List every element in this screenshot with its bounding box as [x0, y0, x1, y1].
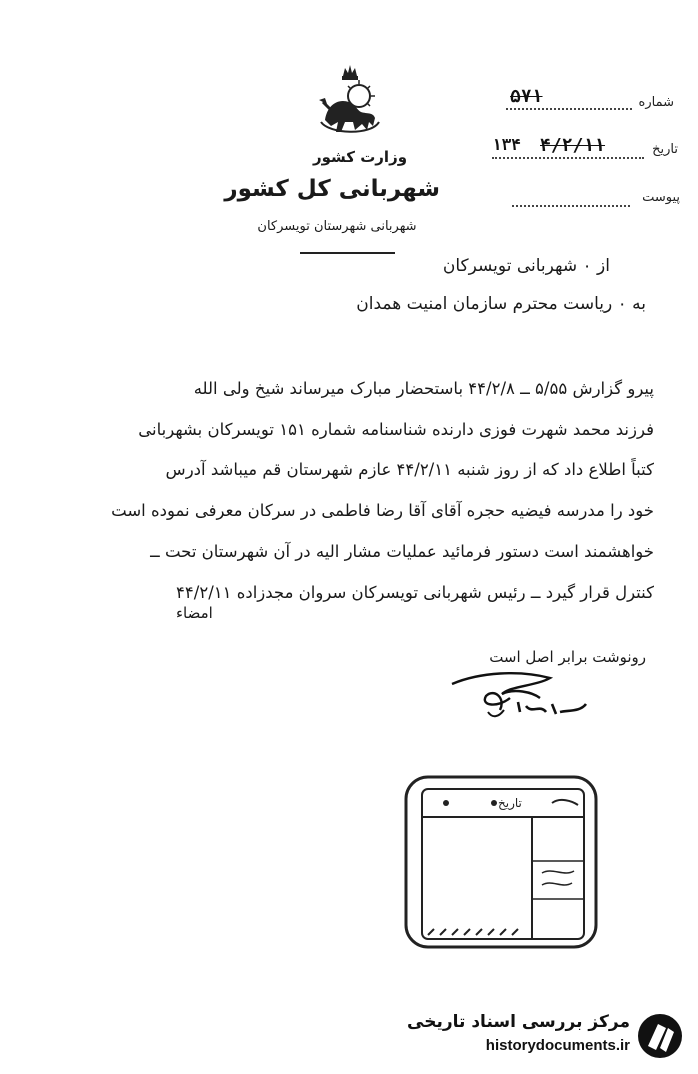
date-label: تاریخ	[652, 142, 678, 157]
copy-note: رونوشت برابر اصل است	[489, 648, 646, 666]
handwritten-signature	[440, 668, 590, 728]
official-stamp	[402, 773, 602, 953]
body-line-5: خواهشمند است دستور فرمائید عملیات مشار الیه در آن شهرستان تحت ــ	[150, 542, 654, 561]
attachment-line	[512, 205, 630, 207]
signed-note: امضاء	[176, 604, 213, 622]
stamp-date-label: تاریخ	[498, 796, 522, 810]
lion-and-sun-emblem-icon	[315, 62, 385, 140]
date-year-value: ۱۳۴	[492, 135, 521, 154]
body-line-2: فرزند محمد شهرت فوزی دارنده شناسنامه شماره ۱۵۱ تویسرکان بشهربانی	[138, 420, 654, 439]
number-label: شماره	[638, 95, 674, 110]
number-line	[506, 108, 632, 110]
body-line-1: پیرو گزارش ۵/۵۵ ــ ۴۴/۲/۸ باستحضار مبارک میرساند شیخ ولی الله	[193, 379, 654, 398]
body-line-3: کتباً اطلاع داد که از روز شنبه ۴۴/۲/۱۱ عازم شهرستان قم میباشد آدرس	[165, 460, 654, 479]
attachment-label: پیوست	[642, 190, 680, 205]
archive-logo-icon	[636, 1012, 684, 1060]
date-struck-value: ۴/۲/۱۱	[540, 135, 606, 156]
to-line: به ۰ ریاست محترم سازمان امنیت همدان	[356, 294, 646, 314]
body-line-6: کنترل قرار گیرد ــ رئیس شهربانی تویسرکان سروان مجدزاده ۴۴/۲/۱۱	[176, 583, 654, 602]
archive-name: مرکز بررسی اسناد تاریخی	[407, 1012, 630, 1032]
number-value: ۵۷۱	[510, 86, 543, 107]
header-separator	[300, 252, 395, 254]
police-title: شهربانی کل کشور	[224, 176, 440, 202]
body-line-4: خود را مدرسه فیضیه حجره آقای آقا رضا فاطمی در سرکان معرفی نموده است	[111, 501, 654, 520]
ministry-name: وزارت کشور	[312, 148, 408, 166]
archive-url[interactable]: historydocuments.ir	[485, 1037, 630, 1054]
date-line	[492, 157, 644, 159]
police-subtitle: شهربانی شهرستان تویسرکان	[257, 219, 417, 234]
from-line: از ۰ شهربانی تویسرکان	[442, 256, 610, 276]
